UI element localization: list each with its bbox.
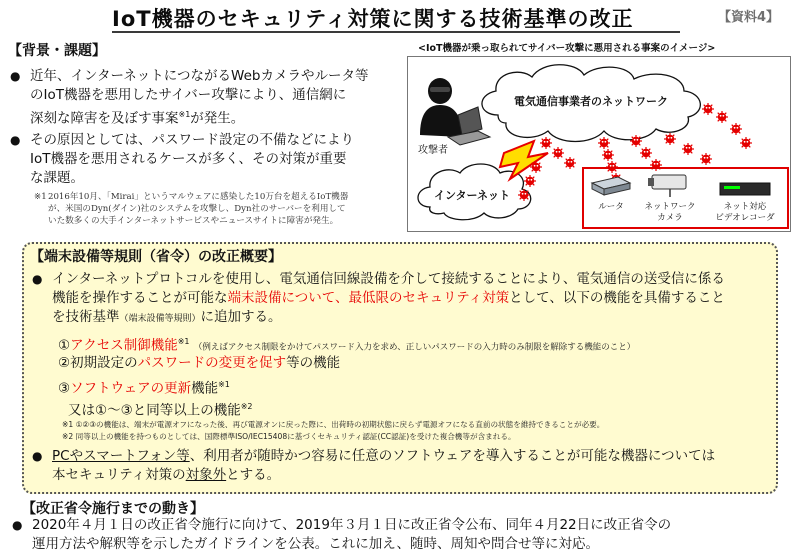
bullet-line: 深刻な障害を及ぼす事案$^{※1}$が発生。 xyxy=(30,110,245,127)
footnote-marker: ※1 xyxy=(34,192,47,202)
diagram-caption: <IoT機器が乗っ取られてサイバー攻撃に悪用される事案のイメージ> xyxy=(418,43,716,54)
footnote-ref: ※1 xyxy=(177,337,190,346)
footnote-line: が、米国のDyn(ダイン)社のシステムを攻撃し、Dyn社のサーバーを利用して xyxy=(48,204,346,214)
bullet-line: 2020年４月１日の改正省令施行に向けて、2019年３月１日に改正省令公布、同年４月22日に改正省令の xyxy=(32,517,672,533)
bullet-icon: ● xyxy=(32,272,43,286)
bullet-line: 近年、インターネットにつながるWebカメラやルータ等 xyxy=(30,68,369,84)
requirement-1: ①アクセス制御機能$^{※1}$ （例えばアクセス制限をかけてパスワード入力を求め、正しいパスワードの入力時のみ制限を解除する機能のこと） xyxy=(58,337,636,354)
background-footnote xyxy=(34,191,404,227)
bullet-line: PCやスマートフォン等、利用者が随時かつ容易に任意のソフトウェアを導入することが可能な機器については xyxy=(52,448,716,464)
bullet-icon: ● xyxy=(10,133,21,147)
bullet-line: インターネットプロトコルを使用し、電気通信回線設備を介して接続することにより、電気通信の送受信に係る xyxy=(52,271,725,287)
bullet-line: 運用方法や解釈等を示したガイドラインを公表。これに加え、随時、周知や問合せ等に対応。 xyxy=(32,536,599,552)
title-underline xyxy=(112,31,680,33)
device-label-camera: カメラ xyxy=(657,213,683,223)
network-label: 電気通信事業者のネットワーク xyxy=(514,95,668,108)
attacker-label: 攻撃者 xyxy=(418,145,448,156)
footnote-ref: ※2 xyxy=(240,402,253,411)
rules-notes xyxy=(62,419,774,443)
bullet-line: その原因としては、パスワード設定の不備などにより xyxy=(30,132,354,148)
internet-label: インターネット xyxy=(433,189,511,202)
background-bullet-2 xyxy=(4,131,404,188)
bullet-icon: ● xyxy=(12,518,23,532)
enforcement-bullet xyxy=(6,516,796,553)
note-line: ※1 ①②③の機能は、端末が電源オフになった後、再び電源オンに戻った際に、出荷時の初期状態に戻らず電源オフになる直前の状態を維持できることが必要。 xyxy=(62,420,605,429)
enforcement-heading: 【改正省令施行までの動き】 xyxy=(22,501,204,517)
rules-bullet-1 xyxy=(26,270,776,329)
device-label-camera: ネットワーク xyxy=(644,202,696,212)
background-bullet-1 xyxy=(4,67,404,129)
attack-diagram xyxy=(408,57,790,231)
highlight-text: ソフトウェアの更新 xyxy=(70,380,192,397)
note-line: ※2 同等以上の機能を持つものとしては、国際標準ISO/IEC15408に基づくセキュリティ認証(CC認証)を受けた複合機等が含まれる。 xyxy=(62,432,516,441)
requirement-or: 又は①～③と同等以上の機能$^{※2}$ xyxy=(68,402,253,419)
camera-icon xyxy=(648,175,686,197)
hacker-icon xyxy=(420,78,462,137)
highlight-text: パスワードの変更を促す xyxy=(137,355,287,371)
bullet-icon: ● xyxy=(32,449,43,463)
underlined-text: PCやスマートフォン等 xyxy=(52,448,190,464)
document-tag: 【資料4】 xyxy=(718,10,780,25)
highlight-text: アクセス制御機能 xyxy=(70,337,178,354)
device-label-recorder: ビデオレコーダ xyxy=(715,213,775,223)
device-label-recorder: ネット対応 xyxy=(723,202,767,212)
video-recorder-icon xyxy=(720,183,770,195)
bullet-line: IoT機器を悪用されるケースが多く、その対策が重要 xyxy=(30,151,347,167)
requirement-3: ③ソフトウェアの更新機能$^{※1}$ xyxy=(58,380,230,397)
device-label-router: ルータ xyxy=(598,202,624,212)
footnote-ref: ※1 xyxy=(218,380,230,389)
requirement-note: （例えばアクセス制限をかけてパスワード入力を求め、正しいパスワードの入力時のみ制限を解除する機能のこと） xyxy=(193,342,636,353)
highlight-text: 端末設備について、最低限のセキュリティ対策 xyxy=(227,290,510,306)
underlined-text: 対象外 xyxy=(185,467,227,483)
background-heading: 【背景・課題】 xyxy=(8,43,106,59)
bullet-icon: ● xyxy=(10,69,21,83)
requirement-2: ②初期設定のパスワードの変更を促す等の機能 xyxy=(58,355,341,371)
footnote-line: いた数多くの大手インターネットサービスやニュースサイトに障害が発生。 xyxy=(48,216,339,226)
footnote-line: 2016年10月、「Mirai」というマルウェアに感染した10万台を超えるIoT機器 xyxy=(48,192,349,202)
page-title: IoT機器のセキュリティ対策に関する技術基準の改正 xyxy=(112,7,634,31)
router-icon xyxy=(592,177,630,195)
bullet-line: のIoT機器を悪用したサイバー攻撃により、通信網に xyxy=(30,87,347,103)
bullet-line: な課題。 xyxy=(30,170,84,186)
bullet-line: を技術基準（端末設備等規則）に追加する。 xyxy=(52,309,282,325)
rules-bullet-2 xyxy=(26,447,776,485)
bullet-line: 機能を操作することが可能な端末設備について、最低限のセキュリティ対策として、以下の機能を具備すること xyxy=(52,290,725,306)
rules-heading: 【端末設備等規則（省令）の改正概要】 xyxy=(30,249,282,265)
footnote-ref: ※1 xyxy=(178,110,191,119)
bullet-line: 本セキュリティ対策の対象外とする。 xyxy=(52,467,281,483)
